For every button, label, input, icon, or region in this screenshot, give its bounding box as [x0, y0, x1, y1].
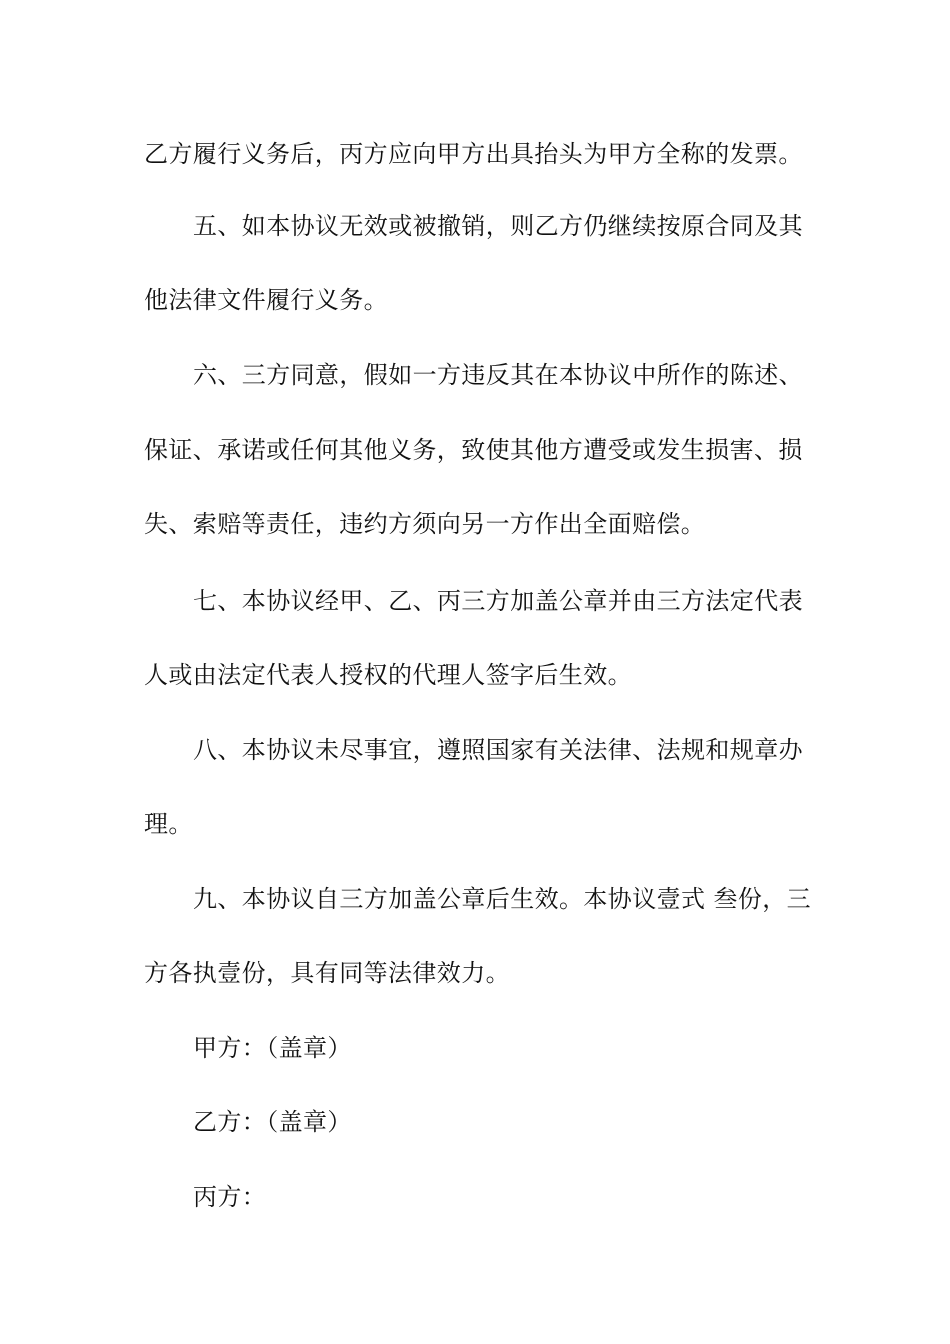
- clause-5-line-1: 五、如本协议无效或被撤销，则乙方仍继续按原合同及其: [193, 212, 803, 240]
- clause-7-line-2: 人或由法定代表人授权的代理人签字后生效。: [144, 661, 632, 689]
- signature-party-c: 丙方：: [193, 1183, 267, 1211]
- signature-party-a: 甲方：（盖章）: [193, 1034, 352, 1062]
- text-line: 乙方履行义务后，丙方应向甲方出具抬头为甲方全称的发票。: [144, 140, 803, 168]
- clause-6-line-3: 失、索赔等责任，违约方须向另一方作出全面赔偿。: [144, 510, 706, 538]
- clause-8-line-2: 理。: [144, 810, 193, 838]
- clause-6-line-2: 保证、承诺或任何其他义务，致使其他方遭受或发生损害、损: [144, 436, 803, 464]
- clause-8-line-1: 八、本协议未尽事宜，遵照国家有关法律、法规和规章办: [193, 736, 803, 764]
- signature-party-b: 乙方：（盖章）: [193, 1108, 352, 1136]
- clause-7-line-1: 七、本协议经甲、乙、丙三方加盖公章并由三方法定代表: [193, 587, 803, 615]
- clause-5-line-2: 他法律文件履行义务。: [144, 286, 388, 314]
- clause-6-line-1: 六、三方同意，假如一方违反其在本协议中所作的陈述、: [193, 361, 803, 389]
- clause-9-line-2: 方各执壹份，具有同等法律效力。: [144, 959, 510, 987]
- clause-9-line-1: 九、本协议自三方加盖公章后生效。本协议壹式 叁份，三: [193, 885, 812, 913]
